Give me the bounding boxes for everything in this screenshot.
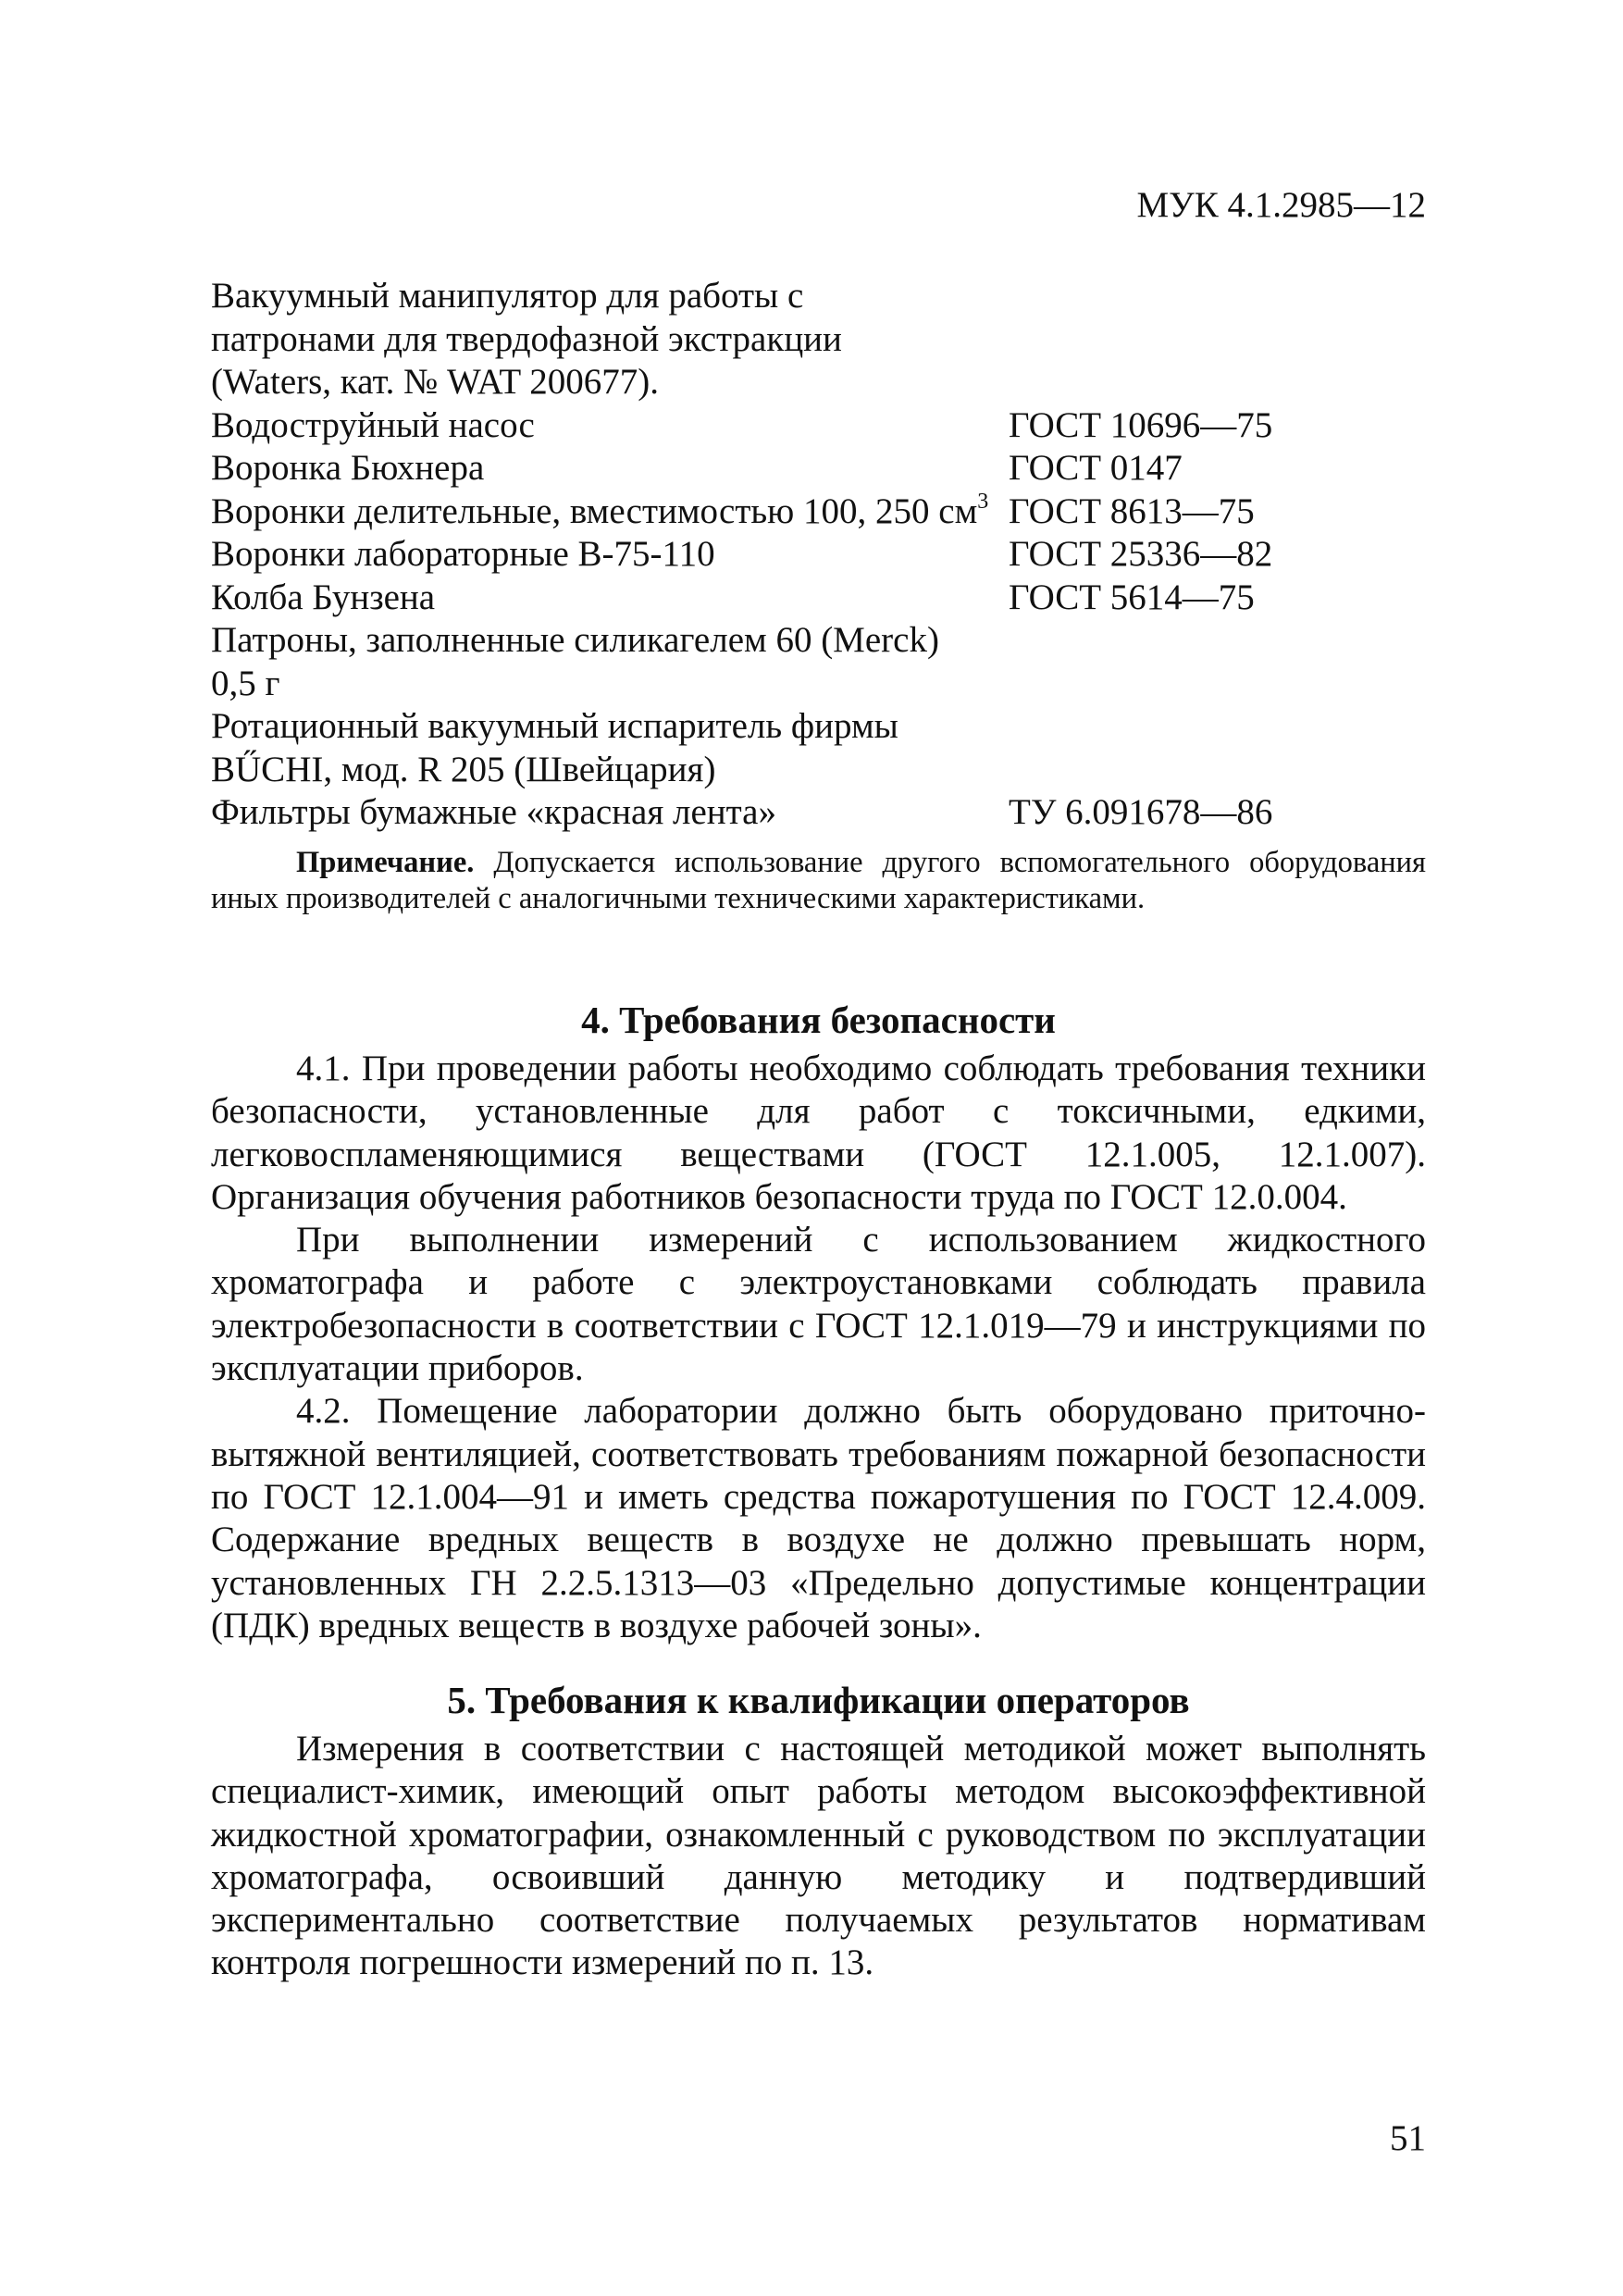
page-number: 51 (1390, 2118, 1426, 2158)
section-5-title: 5. Требования к квалификации операторов (447, 1679, 1190, 1721)
equipment-row (211, 791, 1321, 835)
equipment-row (211, 318, 1321, 362)
equipment-list (211, 275, 1321, 835)
section-4-paragraph-electrical: При выполнении измерений с использованием жидкостного хроматографа и работе с электроустановками соблюдать правила электробезопасности в соответствии с ГОСТ 12.1.019—79 и инструкциями по эксплуатации приборов. (211, 1220, 1426, 1389)
equipment-row (211, 577, 1321, 620)
equipment-row (211, 490, 1321, 534)
section-4-title: 4. Требования безопасности (581, 999, 1056, 1041)
equipment-name: Вакуумный манипулятор для работы с (211, 276, 804, 316)
unit-superscript: 3 (977, 489, 989, 514)
equipment-standard: ГОСТ 0147 (1009, 448, 1183, 488)
equipment-standard: ГОСТ 25336—82 (1009, 534, 1273, 574)
equipment-name: 0,5 г (211, 663, 280, 703)
equipment-standard: ГОСТ 8613—75 (1009, 490, 1255, 531)
equipment-name: Водоструйный насос (211, 404, 535, 445)
section-4-paragraph-4-1: 4.1. При проведении работы необходимо соблюдать требования техники безопасности, установленные для работ с токсичными, едкими, легковоспламеняющимися веществами (ГОСТ 12.1.005, 12.1.007). Организация обучения работников безопасности труда по ГОСТ 12.0.004. (211, 1049, 1426, 1217)
section-4-body (211, 1048, 1426, 1647)
equipment-row (211, 663, 1321, 706)
note-text: Допускается использование другого вспомогательного оборудования иных производителей с аналогичными техническими характеристиками. (211, 846, 1426, 915)
equipment-row (211, 404, 1321, 448)
equipment-row (211, 705, 1321, 749)
equipment-name-text: Воронки делительные, вместимостью 100, 250 см (211, 490, 978, 531)
equipment-row (211, 619, 1321, 663)
running-header-doc-code: МУК 4.1.2985—12 (1136, 185, 1426, 225)
section-4-paragraph-4-2: 4.2. Помещение лаборатории должно быть оборудовано приточно-вытяжной вентиляцией, соответствовать требованиям пожарной безопасности по ГОСТ 12.1.004—91 и иметь средства пожаротушения по ГОСТ 12.4.009. Содержание вредных веществ в воздухе не должно превышать норм, установленных ГН 2.2.5.1313—03 «Предельно допустимые концентрации (ПДК) вредных веществ в воздухе рабочей зоны». (211, 1391, 1426, 1645)
equipment-name: Колба Бунзена (211, 577, 436, 617)
equipment-standard: ГОСТ 10696—75 (1009, 404, 1273, 445)
equipment-row (211, 447, 1321, 490)
section-5-paragraph: Измерения в соответствии с настоящей методикой может выполнять специалист-химик, имеющий опыт работы методом высокоэффективной жидкостной хроматографии, ознакомленный с руководством по эксплуатации хроматографа, освоивший данную методику и подтвердивший экспериментально соответствие получаемых результатов нормативам контроля погрешности измерений по п. 13. (211, 1729, 1426, 1983)
section-5-body (211, 1728, 1426, 1985)
equipment-note (211, 845, 1426, 917)
equipment-name: Воронка Бюхнера (211, 448, 485, 488)
equipment-name: патронами для твердофазной экстракции (211, 318, 842, 359)
equipment-name (211, 490, 988, 534)
equipment-name: Ротационный вакуумный испаритель фирмы (211, 706, 898, 746)
equipment-row (211, 361, 1321, 404)
equipment-row (211, 533, 1321, 577)
equipment-name: (Waters, кат. № WAT 200677). (211, 362, 659, 402)
equipment-name: Воронки лабораторные В-75-110 (211, 534, 715, 574)
equipment-name: Патроны, заполненные силикагелем 60 (Merck) (211, 620, 939, 660)
equipment-row (211, 749, 1321, 792)
equipment-row (211, 275, 1321, 318)
equipment-name: Фильтры бумажные «красная лента» (211, 792, 776, 832)
equipment-standard: ГОСТ 5614—75 (1009, 577, 1255, 617)
equipment-name: BŰCHI, мод. R 205 (Швейцария) (211, 749, 716, 789)
equipment-standard: ТУ 6.091678—86 (1009, 792, 1273, 832)
note-label: Примечание. (296, 846, 475, 879)
